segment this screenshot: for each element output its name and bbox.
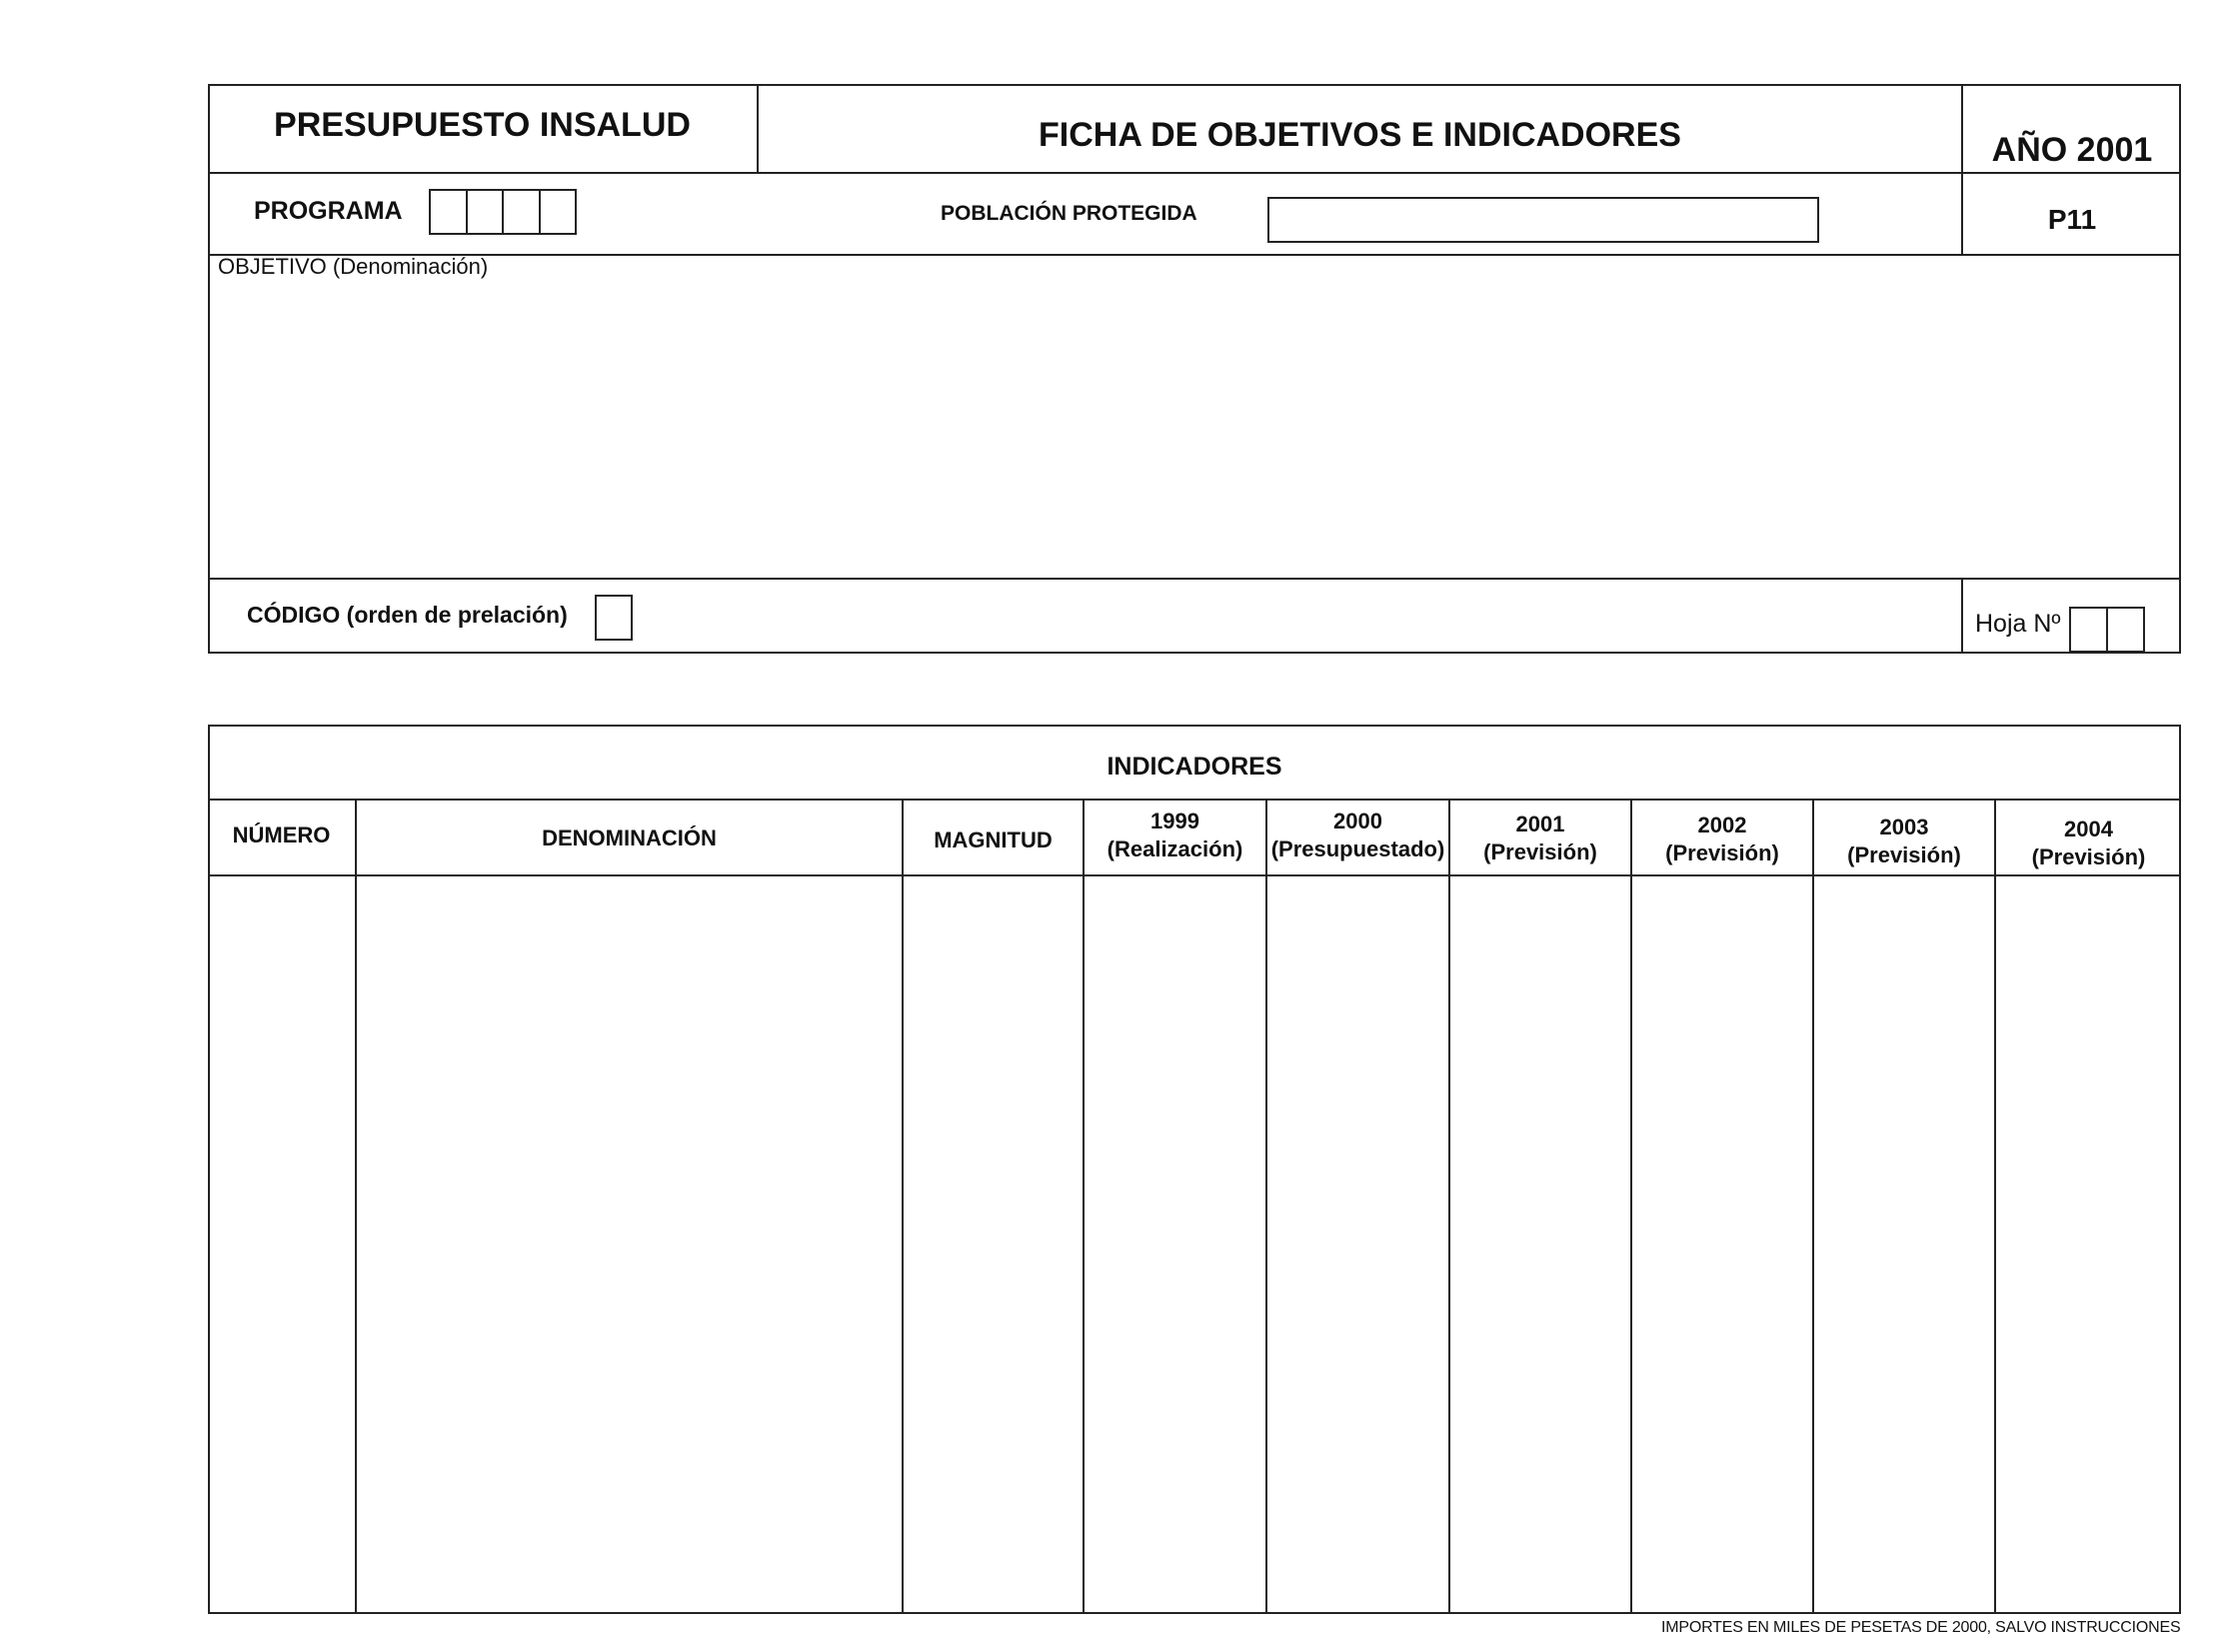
year-label: AÑO 2001 [1991, 131, 2153, 169]
table-body-2003[interactable] [1814, 876, 1994, 1612]
column-header-2000: 2000 (Presupuestado) [1270, 809, 1445, 861]
codigo-input-box[interactable] [595, 595, 633, 641]
table-body-2004[interactable] [1996, 876, 2179, 1612]
column-header-1999: 1999 (Realización) [1107, 809, 1243, 861]
column-header-2002: 2002 (Previsión) [1665, 813, 1779, 865]
objetivo-text-area[interactable] [212, 282, 2177, 576]
footer-note: IMPORTES EN MILES DE PESETAS DE 2000, SALVO INSTRUCCIONES [1661, 1619, 2181, 1636]
header-row-divider [208, 172, 2181, 174]
table-body-2002[interactable] [1632, 876, 1812, 1612]
table-body-numero[interactable] [210, 876, 355, 1612]
budget-title: PRESUPUESTO INSALUD [274, 106, 691, 144]
objetivo-area-divider [208, 578, 2181, 580]
programa-label: PROGRAMA [254, 197, 403, 225]
programa-code-boxes[interactable] [429, 189, 577, 235]
hoja-digit-box[interactable] [2071, 609, 2108, 651]
hoja-number-boxes[interactable] [2069, 607, 2145, 653]
column-header-2003: 2003 (Previsión) [1847, 815, 1961, 867]
programa-digit-box[interactable] [504, 191, 541, 233]
programa-digit-box[interactable] [468, 191, 505, 233]
column-header-2004: 2004 (Previsión) [2031, 817, 2146, 869]
form-title: FICHA DE OBJETIVOS E INDICADORES [1039, 116, 1681, 154]
codigo-label: CÓDIGO (orden de prelación) [247, 602, 568, 628]
column-header-numero: NÚMERO [232, 823, 331, 847]
table-body-1999[interactable] [1085, 876, 1265, 1612]
table-body-magnitud[interactable] [904, 876, 1083, 1612]
codigo-right-divider [1961, 578, 1963, 654]
form-code: P11 [2047, 204, 2097, 235]
programa-digit-box[interactable] [431, 191, 468, 233]
hoja-label: Hoja Nº [1975, 610, 2061, 638]
column-header-2001: 2001 (Previsión) [1483, 812, 1597, 864]
poblacion-input-box[interactable] [1267, 197, 1819, 243]
table-body-2000[interactable] [1267, 876, 1448, 1612]
indicadores-title: INDICADORES [1107, 753, 1282, 781]
hoja-digit-box[interactable] [2108, 609, 2143, 651]
programa-row-divider [208, 254, 2181, 256]
table-body-denominacion[interactable] [357, 876, 902, 1612]
indicadores-title-divider [208, 799, 2181, 801]
column-header-magnitud: MAGNITUD [934, 827, 1053, 852]
table-body-2001[interactable] [1450, 876, 1630, 1612]
poblacion-label: POBLACIÓN PROTEGIDA [941, 202, 1197, 225]
column-header-denominacion: DENOMINACIÓN [542, 826, 717, 850]
objetivo-label: OBJETIVO (Denominación) [218, 254, 489, 279]
programa-digit-box[interactable] [541, 191, 576, 233]
